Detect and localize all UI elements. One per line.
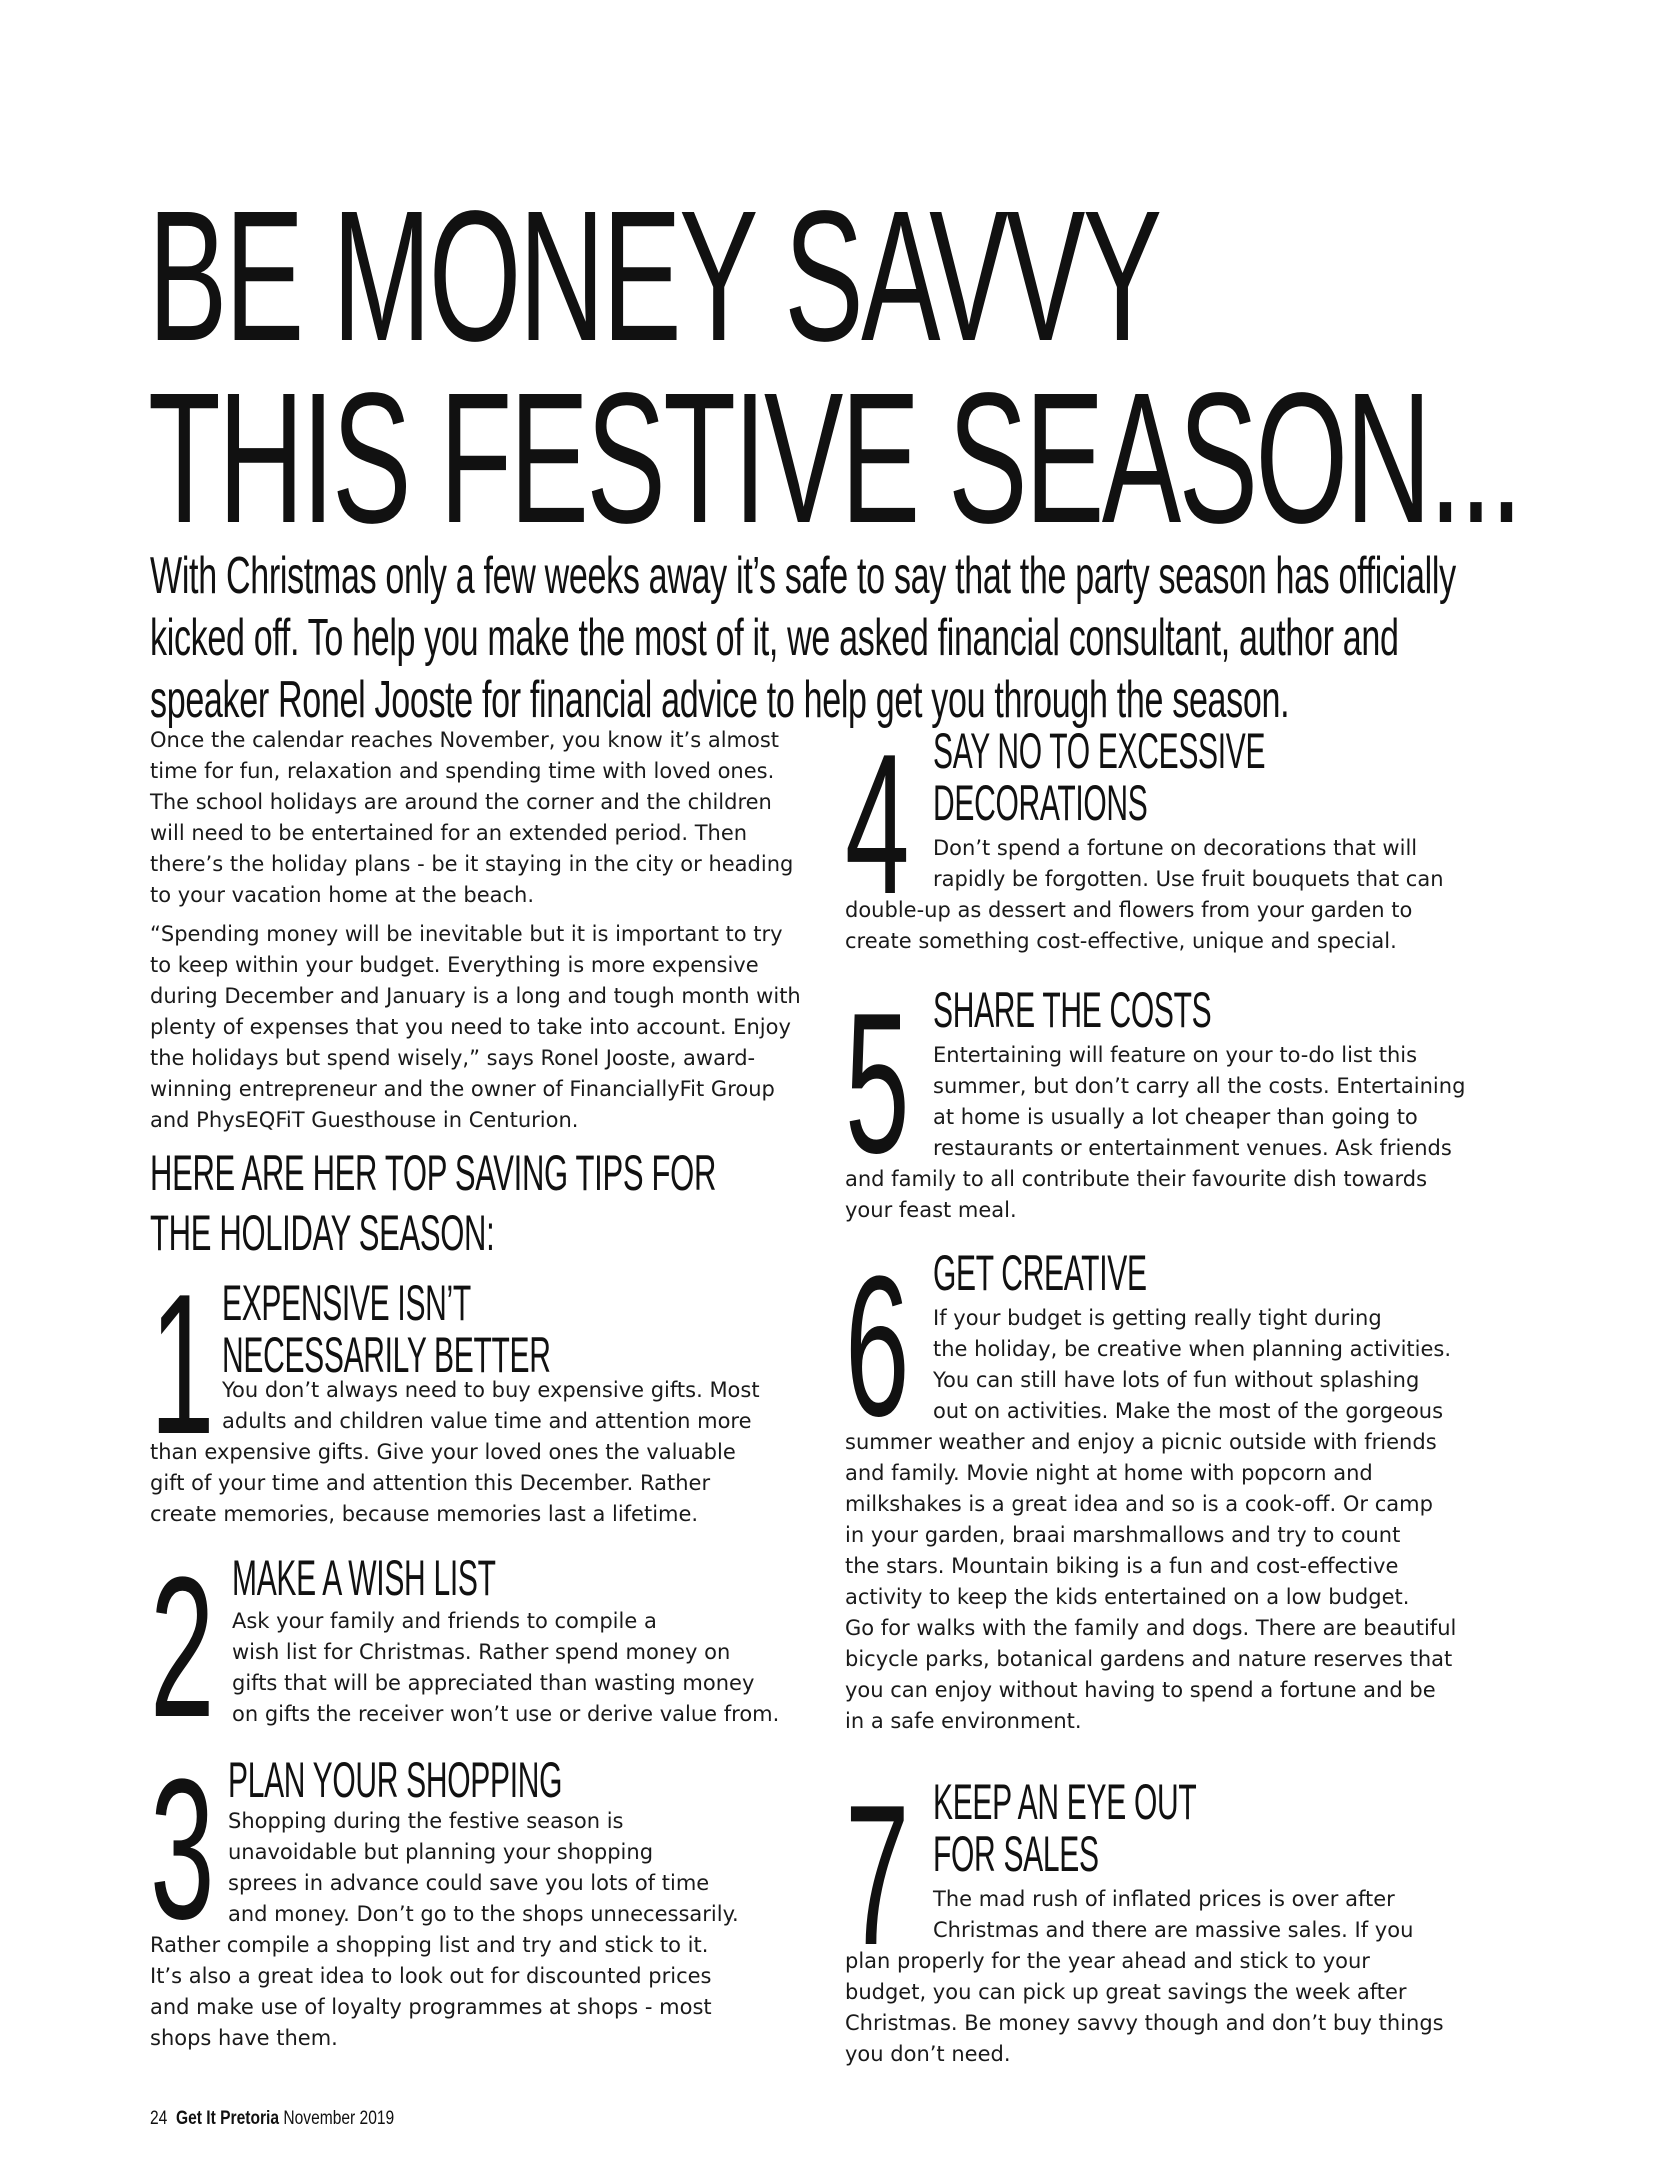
issue-date: November 2019 xyxy=(283,2108,395,2129)
headline xyxy=(148,173,1521,562)
tip-title-line: GET CREATIVE xyxy=(933,1245,1147,1301)
tips-heading xyxy=(150,1143,716,1263)
tip-body-line: If your budget is getting really tight during xyxy=(933,1306,1382,1330)
tip-body-line: create memories, because memories last a lifetime. xyxy=(150,1502,699,1526)
tip-body-line: double-up as dessert and flowers from your garden to xyxy=(845,898,1413,922)
tip-body-line: out on activities. Make the most of the gorgeous xyxy=(933,1399,1444,1423)
tip-body-line: in a safe environment. xyxy=(845,1709,1082,1733)
tip-title-line: FOR SALES xyxy=(933,1826,1099,1882)
tip-body-line: restaurants or entertainment venues. Ask friends xyxy=(933,1136,1452,1160)
tip-number: 3 xyxy=(150,1738,215,1961)
tip-body-line: activity to keep the kids entertained on a low budget. xyxy=(845,1585,1410,1609)
tip-body-line: your feast meal. xyxy=(845,1198,1017,1222)
tip-body-line: bicycle parks, botanical gardens and nature reserves that xyxy=(845,1647,1453,1671)
tip-body-line: create something cost-effective, unique and special. xyxy=(845,929,1397,953)
tip-body-line: unavoidable but planning your shopping xyxy=(228,1840,654,1864)
tip-title-line: DECORATIONS xyxy=(933,775,1148,831)
tip-title-line: MAKE A WISH LIST xyxy=(232,1550,496,1606)
tip-body-line: It’s also a great idea to look out for discounted prices xyxy=(150,1964,712,1988)
intro-line-1: With Christmas only a few weeks away it’s safe to say that the party season has officially xyxy=(150,547,1456,605)
tip-body-line: wish list for Christmas. Rather spend money on xyxy=(232,1640,731,1664)
tip-body-line: and money. Don’t go to the shops unnecessarily. xyxy=(228,1902,739,1926)
tip-body-line: the stars. Mountain biking is a fun and cost-effective xyxy=(845,1554,1399,1578)
tip-body-line: adults and children value time and attention more xyxy=(222,1409,752,1433)
tip-title xyxy=(232,1552,496,1604)
tip-body-line: Christmas. Be money savvy though and don’t buy things xyxy=(845,2011,1444,2035)
tip-6 xyxy=(845,1235,1485,1733)
lead-paragraph-2: “Spending money will be inevitable but it is important to try to keep within your budget. Everything is more expensive during December and January is a long and tough month with plenty of expenses that you need to take into account. Enjoy the holidays but spend wisely,” says Ronel Jooste, award-winning entrepreneur and the owner of FinanciallyFit Group and PhysEQFiT Guesthouse in Centurion. xyxy=(150,922,801,1132)
tip-body-line: rapidly be forgotten. Use fruit bouquets that can xyxy=(933,867,1444,891)
tip-body xyxy=(150,1606,779,1730)
tip-body xyxy=(845,1303,1456,1737)
tip-title xyxy=(222,1277,551,1381)
tip-body-line: and family to all contribute their favourite dish towards xyxy=(845,1167,1428,1191)
tip-title-line: KEEP AN EYE OUT xyxy=(933,1774,1197,1830)
tip-number: 1 xyxy=(150,1253,215,1476)
tip-body-line: you can enjoy without having to spend a fortune and be xyxy=(845,1678,1436,1702)
tip-body-line: Entertaining will feature on your to-do list this xyxy=(933,1043,1418,1067)
tip-body-line: sprees in advance could save you lots of time xyxy=(228,1871,710,1895)
tip-body-line: and make use of loyalty programmes at shops - most xyxy=(150,1995,712,2019)
tip-body-line: You don’t always need to buy expensive gifts. Most xyxy=(222,1378,760,1402)
tip-body-line: You can still have lots of fun without splashing xyxy=(933,1368,1420,1392)
tip-body xyxy=(150,1375,760,1530)
tip-title xyxy=(933,1776,1196,1880)
tip-body-line: plan properly for the year ahead and stick to your xyxy=(845,1949,1370,1973)
tip-title-line: SAY NO TO EXCESSIVE xyxy=(933,723,1266,779)
lead-paragraph-1: Once the calendar reaches November, you know it’s almost time for fun, relaxation and spending time with loved ones. The school holidays are around the corner and the children will need to be entertained for an extended period. Then there’s the holiday plans - be it staying in the city or heading to your vacation home at the beach. xyxy=(150,728,794,907)
tip-body-line: Go for walks with the family and dogs. There are beautiful xyxy=(845,1616,1457,1640)
tip-title-line: SHARE THE COSTS xyxy=(933,982,1212,1038)
tip-body xyxy=(845,833,1444,957)
tip-body-line: at home is usually a lot cheaper than going to xyxy=(933,1105,1418,1129)
tip-number: 4 xyxy=(845,713,910,936)
tip-body-line: the holiday, be creative when planning activities. xyxy=(933,1337,1452,1361)
tip-body-line: than expensive gifts. Give your loved ones the valuable xyxy=(150,1440,736,1464)
tip-body-line: summer, but don’t carry all the costs. Entertaining xyxy=(933,1074,1466,1098)
intro-line-3: speaker Ronel Jooste for financial advice to help get you through the season. xyxy=(150,671,1290,729)
tip-body-line: gift of your time and attention this December. Rather xyxy=(150,1471,711,1495)
tip-body-line: gifts that will be appreciated than wasting money xyxy=(232,1671,755,1695)
tip-body-line: you don’t need. xyxy=(845,2042,1011,2066)
tip-body-line: Shopping during the festive season is xyxy=(228,1809,624,1833)
tip-body-line: Ask your family and friends to compile a xyxy=(232,1609,657,1633)
tip-body-line: and family. Movie night at home with popcorn and xyxy=(845,1461,1373,1485)
tip-title xyxy=(933,984,1211,1036)
tip-body-line: in your garden, braai marshmallows and try to count xyxy=(845,1523,1401,1547)
tip-number: 6 xyxy=(845,1235,910,1458)
tip-body-line: summer weather and enjoy a picnic outside with friends xyxy=(845,1430,1437,1454)
headline-line-1: BE MONEY SAVVY xyxy=(148,173,1160,380)
tip-title xyxy=(933,725,1265,829)
tip-7 xyxy=(845,1764,1485,2176)
tip-body xyxy=(845,1884,1444,2070)
tip-title xyxy=(228,1754,562,1806)
tips-heading-line-2: THE HOLIDAY SEASON: xyxy=(150,1205,495,1261)
intro-line-2: kicked off. To help you make the most of it, we asked financial consultant, author and xyxy=(150,609,1399,667)
intro xyxy=(150,545,1456,731)
tip-body xyxy=(845,1040,1465,1226)
tip-body-line: Don’t spend a fortune on decorations that will xyxy=(933,836,1418,860)
tip-title-line: NECESSARILY BETTER xyxy=(222,1327,551,1383)
lead-text xyxy=(150,725,810,1136)
page-footer xyxy=(150,2108,394,2130)
tip-title xyxy=(933,1247,1147,1299)
tip-body-line: Christmas and there are massive sales. If you xyxy=(933,1918,1414,1942)
tip-body xyxy=(150,1806,739,2054)
tip-body-line: on gifts the receiver won’t use or derive value from. xyxy=(232,1702,780,1726)
tip-number: 5 xyxy=(845,972,910,1195)
magazine-name: Get It Pretoria xyxy=(175,2108,280,2129)
tip-body-line: Rather compile a shopping list and try and stick to it. xyxy=(150,1933,709,1957)
tip-number: 7 xyxy=(845,1764,910,1987)
page-number: 24 xyxy=(150,2108,168,2129)
tip-body-line: The mad rush of inflated prices is over after xyxy=(933,1887,1395,1911)
tip-body-line: shops have them. xyxy=(150,2026,338,2050)
tip-number: 2 xyxy=(150,1536,215,1759)
tips-heading-line-1: HERE ARE HER TOP SAVING TIPS FOR xyxy=(150,1145,717,1201)
tip-body-line: milkshakes is a great idea and so is a cook-off. Or camp xyxy=(845,1492,1433,1516)
tip-body-line: budget, you can pick up great savings the week after xyxy=(845,1980,1407,2004)
tip-title-line: PLAN YOUR SHOPPING xyxy=(228,1752,563,1808)
tip-title-line: EXPENSIVE ISN’T xyxy=(222,1275,471,1331)
tip-3 xyxy=(150,1738,790,2150)
headline-line-2: THIS FESTIVE SEASON... xyxy=(148,355,1521,562)
